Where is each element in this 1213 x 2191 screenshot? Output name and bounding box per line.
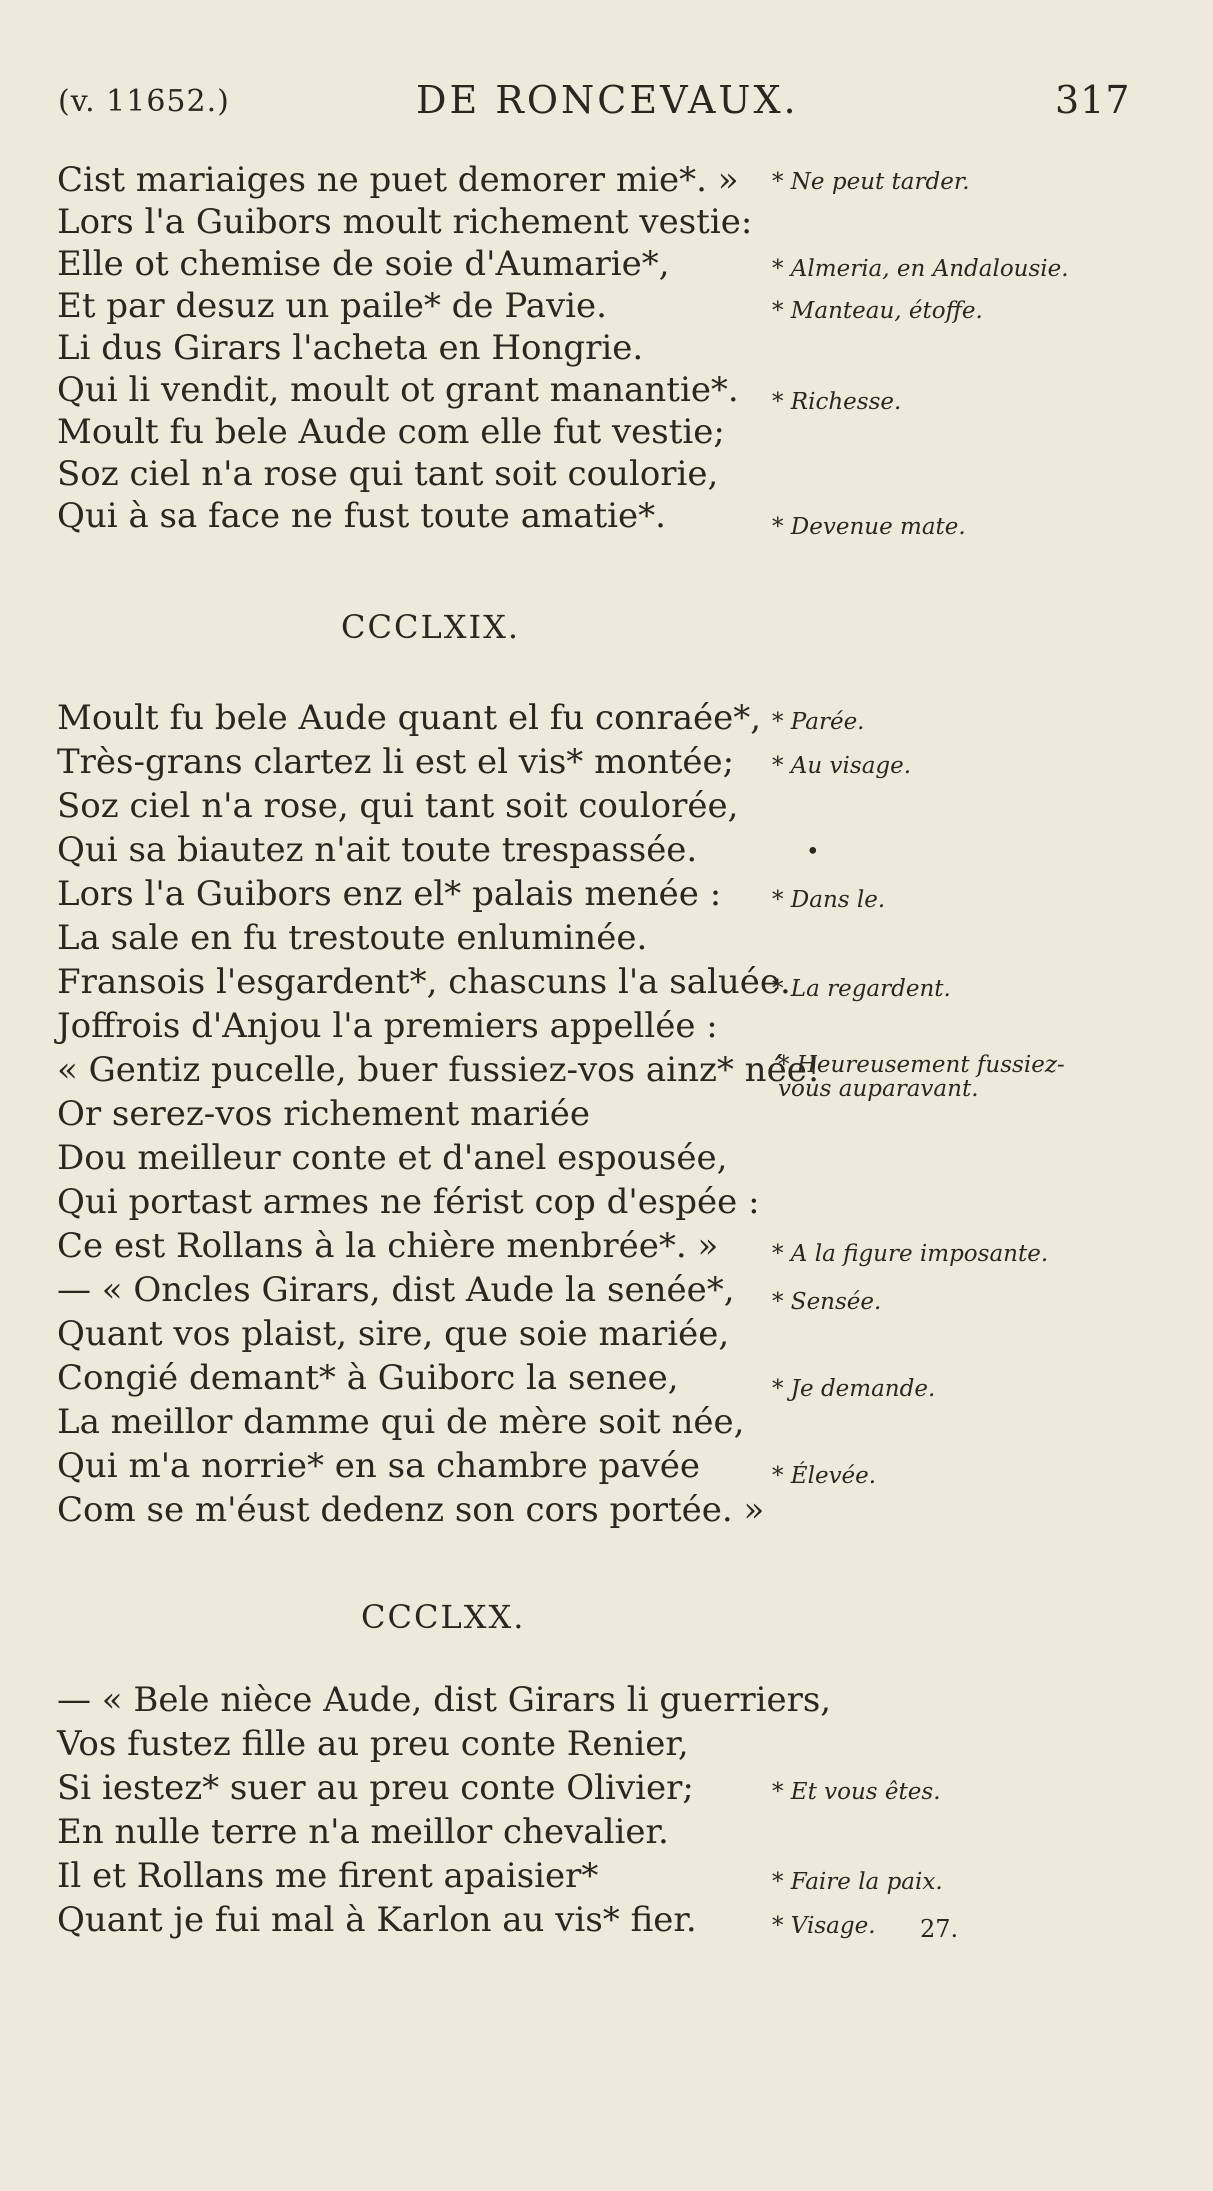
verse-range: (v. 11652.)	[58, 84, 230, 119]
verse-line: Cist mariaiges ne puet demorer mie*. »	[57, 160, 739, 200]
gloss-note: * Devenue mate.	[772, 514, 966, 540]
verse-line: Qui portast armes ne férist cop d'espée :	[57, 1182, 760, 1222]
verse-line: La sale en fu trestoute enluminée.	[57, 918, 648, 958]
stanza-heading: CCCLXIX.	[341, 608, 521, 646]
gloss-note-continuation: vous auparavant.	[778, 1076, 979, 1102]
verse-line: Lors l'a Guibors moult richement vestie:	[57, 202, 753, 242]
stanza-heading: CCCLXX.	[361, 1598, 526, 1636]
verse-line: — « Bele nièce Aude, dist Girars li guerriers,	[57, 1680, 832, 1720]
verse-line: Soz ciel n'a rose qui tant soit coulorie,	[57, 454, 719, 494]
verse-line: Et par desuz un paile* de Pavie.	[57, 286, 607, 326]
verse-line: « Gentiz pucelle, buer fussiez-vos ainz* née!	[57, 1050, 821, 1090]
verse-line: Com se m'éust dedenz son cors portée. »	[57, 1490, 765, 1530]
verse-line: Qui m'a norrie* en sa chambre pavée	[57, 1446, 701, 1486]
signature-mark: 27.	[920, 1915, 959, 1943]
verse-line: — « Oncles Girars, dist Aude la senée*,	[57, 1270, 735, 1310]
gloss-note: * Visage.	[772, 1913, 876, 1939]
verse-line: Qui li vendit, moult ot grant manantie*.	[57, 370, 739, 410]
verse-line: Quant vos plaist, sire, que soie mariée,	[57, 1314, 730, 1354]
verse-line: Soz ciel n'a rose, qui tant soit coulorée,	[57, 786, 739, 826]
gloss-note: * Et vous êtes.	[772, 1779, 941, 1805]
verse-line: La meillor damme qui de mère soit née,	[57, 1402, 745, 1442]
verse-line: Elle ot chemise de soie d'Aumarie*,	[57, 244, 670, 284]
verse-line: Dou meilleur conte et d'anel espousée,	[57, 1138, 728, 1178]
gloss-note: * Je demande.	[772, 1376, 936, 1402]
running-title: DE RONCEVAUX.	[416, 78, 799, 122]
verse-line: Li dus Girars l'acheta en Hongrie.	[57, 328, 644, 368]
gloss-note: * Manteau, étoffe.	[772, 298, 983, 324]
verse-line: Très-grans clartez li est el vis* montée;	[57, 742, 735, 782]
verse-line: Moult fu bele Aude quant el fu conraée*,	[57, 698, 762, 738]
verse-line: Qui sa biautez n'ait toute trespassée.	[57, 830, 698, 870]
verse-line: Ce est Rollans à la chière menbrée*. »	[57, 1226, 719, 1266]
verse-line: Or serez-vos richement mariée	[57, 1094, 591, 1134]
gloss-note: * Ne peut tarder.	[772, 169, 970, 195]
gloss-note: * Parée.	[772, 709, 865, 735]
verse-line: Lors l'a Guibors enz el* palais menée :	[57, 874, 722, 914]
gloss-note: * Faire la paix.	[772, 1869, 943, 1895]
gloss-note: * Almeria, en Andalousie.	[772, 256, 1069, 282]
verse-line: Si iestez* suer au preu conte Olivier;	[57, 1768, 694, 1808]
verse-line: Qui à sa face ne fust toute amatie*.	[57, 496, 666, 536]
verse-line: Congié demant* à Guiborc la senee,	[57, 1358, 679, 1398]
bullet-mark: •	[806, 839, 820, 865]
verse-line: Quant je fui mal à Karlon au vis* fier.	[57, 1900, 697, 1940]
page-number: 317	[1055, 78, 1131, 122]
running-header	[0, 78, 1213, 128]
verse-line: Moult fu bele Aude com elle fut vestie;	[57, 412, 725, 452]
gloss-note: * Sensée.	[772, 1289, 882, 1315]
verse-line: Il et Rollans me firent apaisier*	[57, 1856, 599, 1896]
gloss-note: * Heureusement fussiez-	[778, 1052, 1065, 1078]
gloss-note: * La regardent.	[772, 976, 951, 1002]
gloss-note: * Dans le.	[772, 887, 886, 913]
gloss-note: * Au visage.	[772, 753, 912, 779]
verse-line: Vos fustez fille au preu conte Renier,	[57, 1724, 689, 1764]
verse-line: En nulle terre n'a meillor chevalier.	[57, 1812, 669, 1852]
gloss-note: * Richesse.	[772, 389, 902, 415]
verse-line: Fransois l'esgardent*, chascuns l'a saluée.	[57, 962, 791, 1002]
verse-line: Joffrois d'Anjou l'a premiers appellée :	[57, 1006, 718, 1046]
gloss-note: * Élevée.	[772, 1463, 877, 1489]
gloss-note: * A la figure imposante.	[772, 1241, 1049, 1267]
